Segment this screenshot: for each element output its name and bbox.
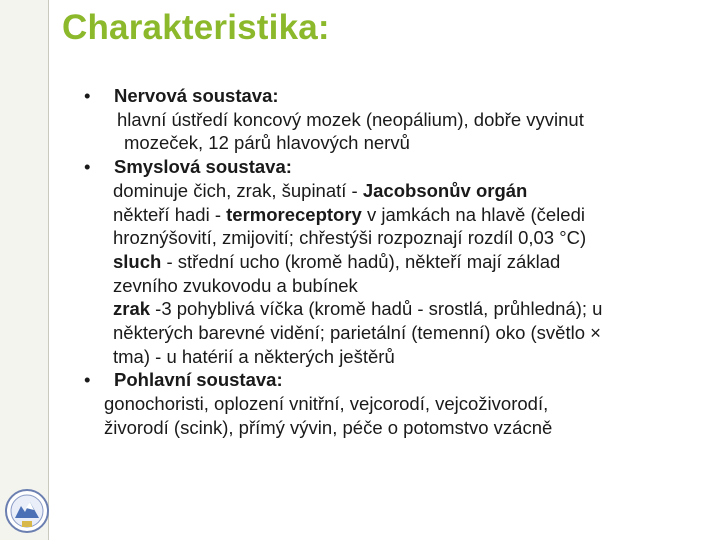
bullet-sensory-system (84, 155, 709, 368)
bullet-heading: Nervová soustava: (114, 85, 279, 106)
bullet-glyph: • (84, 85, 91, 106)
text-paragraph: dominuje čich, zrak, šupinatí - Jacobsonův orgán (113, 179, 528, 201)
text-paragraph: zrak -3 pohyblivá víčka (kromě hadů - srostlá, průhledná); u některých barevné vidění; parietální (temenní) oko (světlo × tma) - u hatérií a některých ještěrů (113, 298, 603, 367)
text-paragraph: sluch - střední ucho (kromě hadů), někteří mají základ zevního zvukovodu a bubínek (113, 250, 561, 296)
bullet-heading: Pohlavní soustava: (114, 369, 283, 391)
text-line: hlavní ústředí koncový mozek (neopálium), dobře vyvinut mozeček, 12 párů hlavových nervů (117, 108, 584, 154)
text-paragraph: někteří hadi - termoreceptory v jamkách na hlavě (čeledi hroznýšovití, zmijovití; chřestýši rozpoznají rozdíl 0,03 °C) (113, 203, 587, 249)
bullet-glyph: • (84, 156, 91, 178)
bullet-heading: Smyslová soustava: (114, 156, 292, 178)
slide-content (84, 84, 709, 440)
bullet-glyph: • (84, 369, 91, 391)
slide-side-bar (0, 0, 49, 540)
slide-title: Charakteristika: (62, 8, 330, 47)
text-line: gonochoristi, oplození vnitřní, vejcorodí, vejcoživorodí, živorodí (scink), přímý vývin, péče o potomstvo vzácně (104, 393, 553, 438)
bullet-nervous-system (84, 84, 709, 155)
bullet-reproductive-system (84, 368, 709, 439)
school-emblem-icon (4, 488, 50, 534)
